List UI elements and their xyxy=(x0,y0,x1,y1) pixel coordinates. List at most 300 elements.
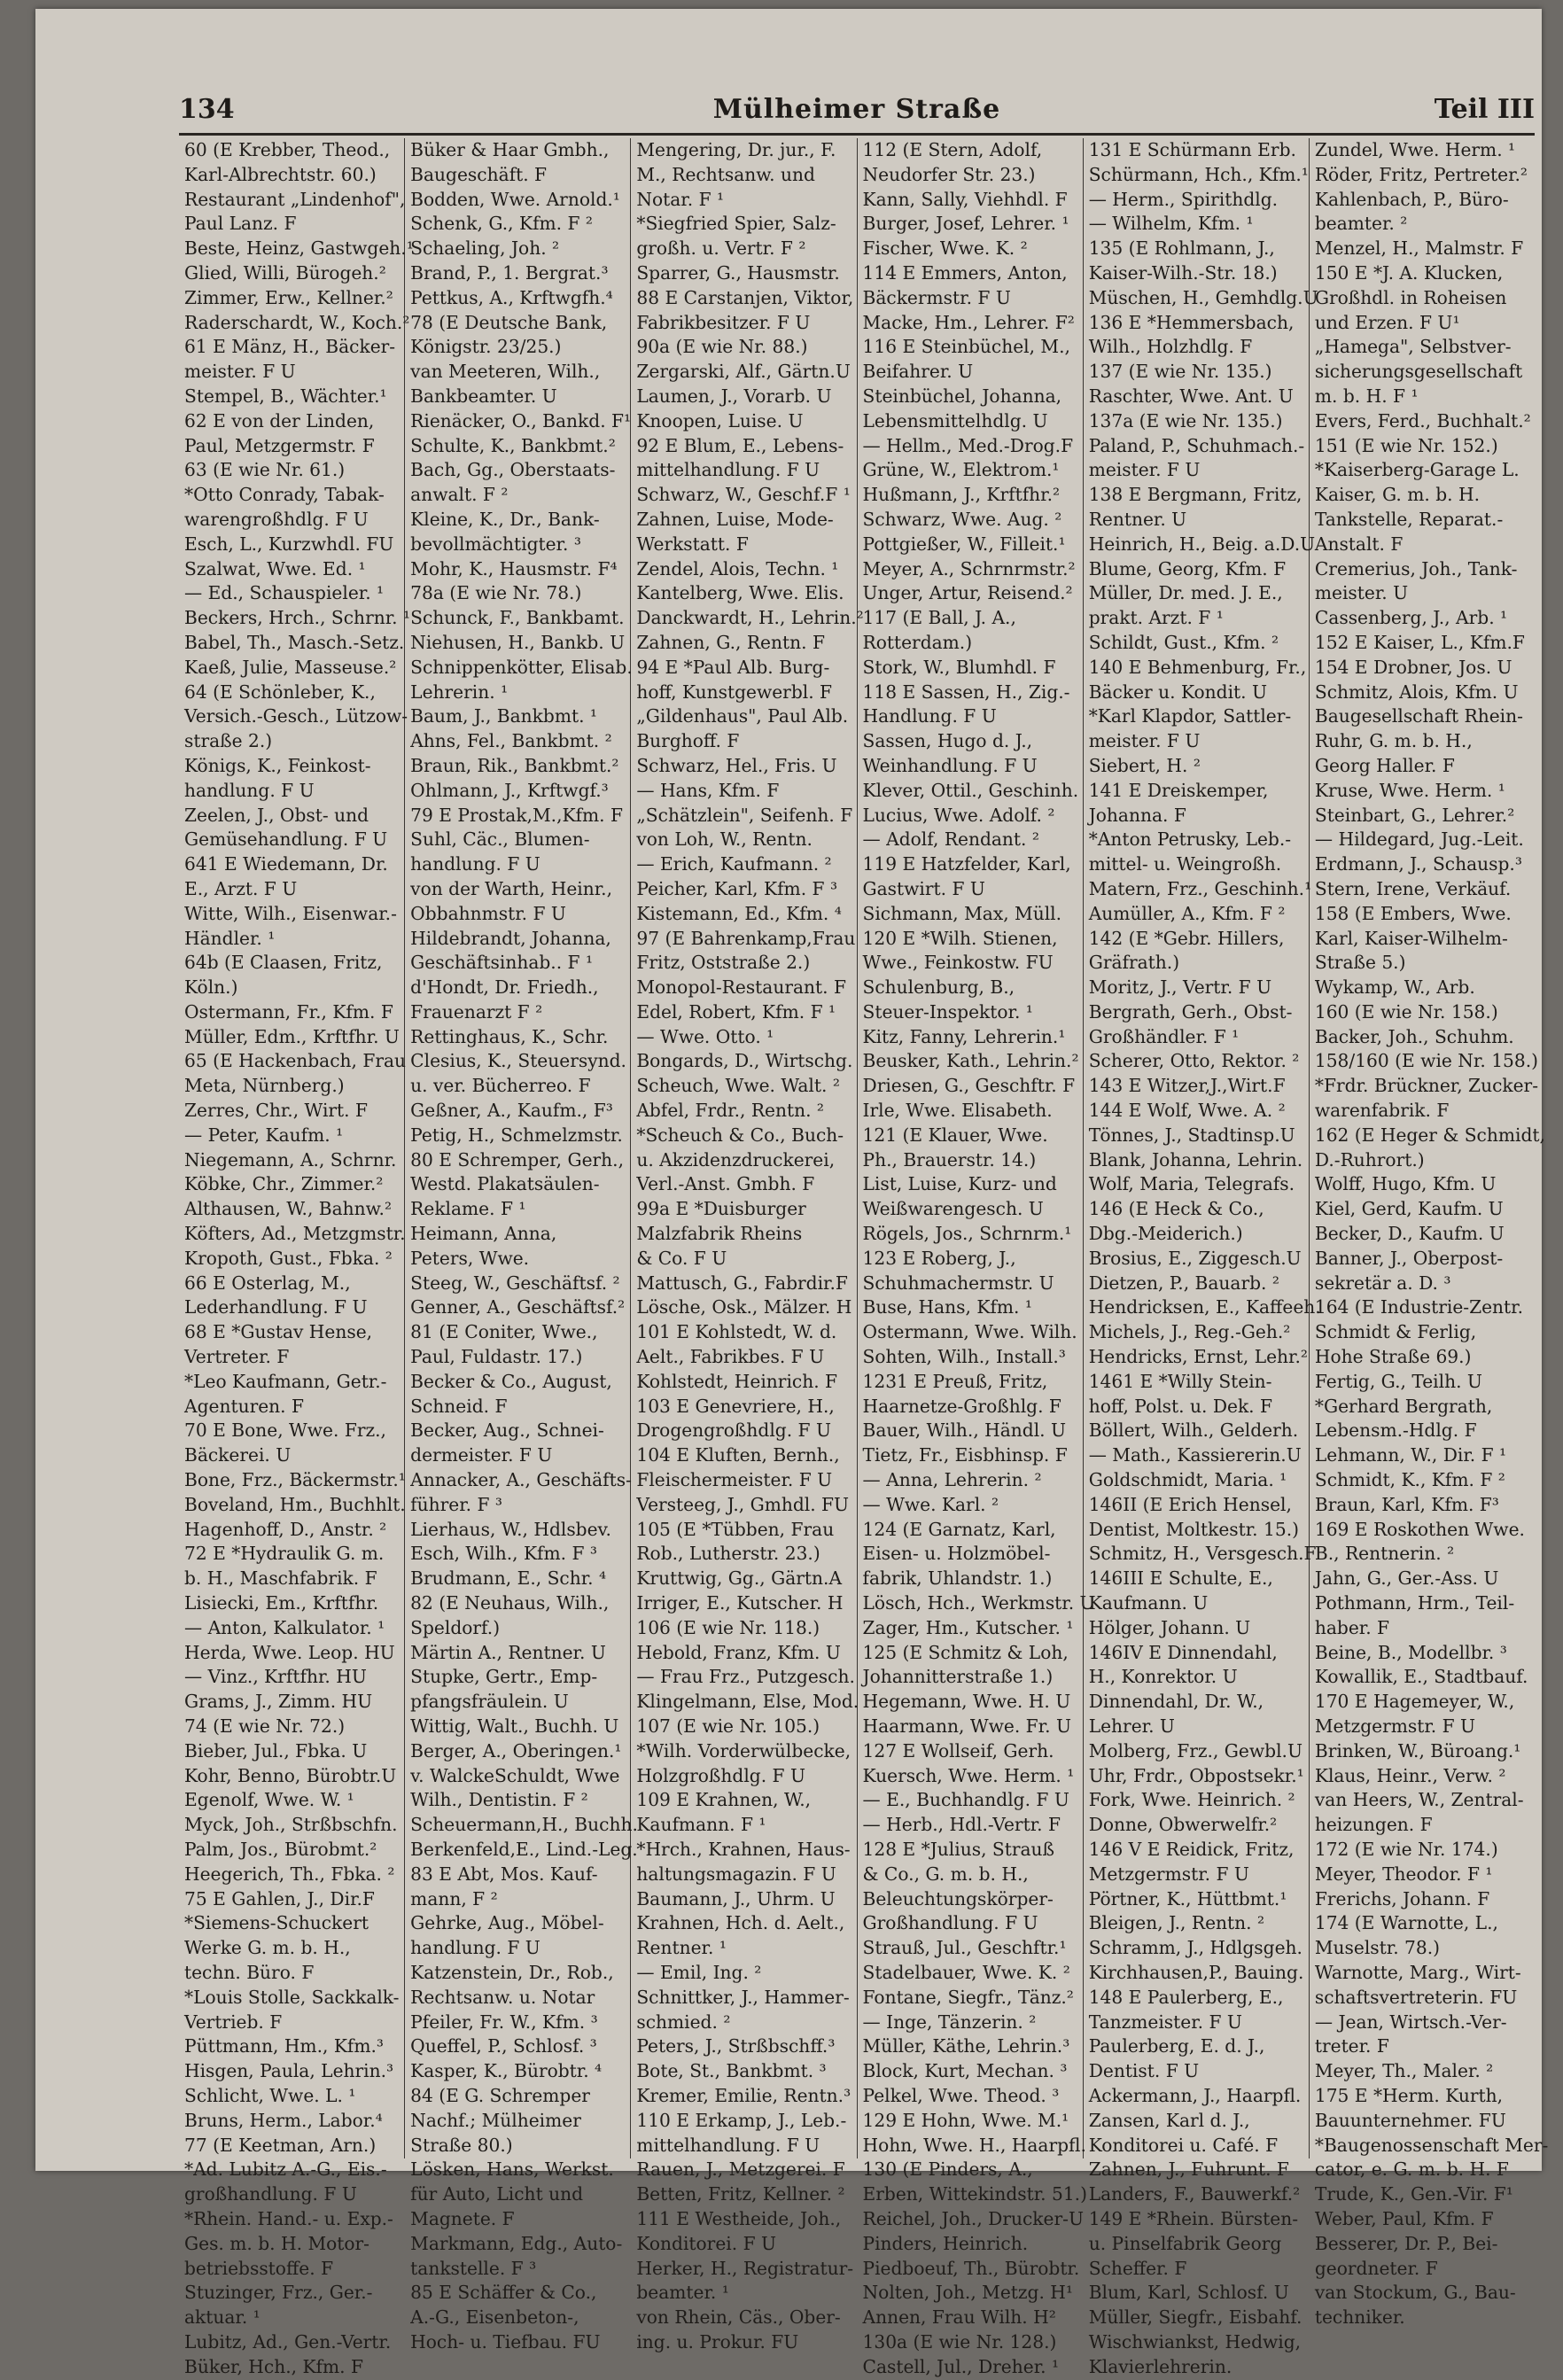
directory-entry: 152 E Kaiser, L., Kfm.F xyxy=(1314,631,1525,653)
directory-entry: Drogengroßhdlg. F U xyxy=(636,1419,831,1442)
directory-entry: Beifahrer. U xyxy=(862,361,974,383)
directory-entry: anwalt. F ² xyxy=(410,484,509,506)
directory-entry: — Hellm., Med.-Drog.F xyxy=(862,434,1074,456)
directory-entry: Krahnen, Hch. d. Aelt., xyxy=(636,1912,845,1934)
directory-entry: Danckwardt, H., Lehrin.² xyxy=(636,607,864,629)
directory-entry: Wwe., Feinkostw. FU xyxy=(862,952,1054,974)
directory-entry: Clesius, K., Steuersynd. xyxy=(410,1050,626,1072)
directory-entry: Notar. F ¹ xyxy=(636,188,725,210)
directory-entry: Zahnen, J., Fuhrunt. F xyxy=(1088,2158,1289,2181)
directory-entry: 103 E Genevriere, H., xyxy=(636,1395,835,1417)
directory-entry: 146 V E Reidick, Fritz, xyxy=(1088,1838,1295,1860)
directory-entry: Schwarz, Wwe. Aug. ² xyxy=(862,508,1062,530)
directory-entry: Märtin A., Rentner. U xyxy=(410,1641,606,1663)
directory-entry: — Anna, Lehrerin. ² xyxy=(862,1469,1042,1491)
directory-entry: sicherungsgesellschaft xyxy=(1314,361,1523,383)
directory-entry: H., Konrektor. U xyxy=(1088,1666,1238,1688)
directory-entry: Schnippenkötter, Elisab. xyxy=(410,656,633,678)
directory-entry: haltungsmagazin. F U xyxy=(636,1863,836,1885)
directory-entry: Fritz, Oststraße 2.) xyxy=(636,952,811,974)
directory-entry: Pothmann, Hrm., Teil- xyxy=(1314,1592,1515,1614)
directory-entry: Bodden, Wwe. Arnold.¹ xyxy=(410,188,620,210)
directory-entry: Wischwiankst, Hedwig, xyxy=(1088,2330,1302,2353)
directory-entry: 64 (E Schönleber, K., xyxy=(184,681,376,703)
directory-entry: Ruhr, G. m. b. H., xyxy=(1314,730,1473,752)
directory-entry: für Auto, Licht und xyxy=(410,2183,584,2205)
directory-entry: Schmitz, H., Versgesch.F xyxy=(1088,1543,1317,1565)
directory-entry: *Otto Conrady, Tabak- xyxy=(184,484,385,506)
directory-entry: Kaufmann. F ¹ xyxy=(636,1814,766,1836)
directory-entry: Markmann, Edg., Auto- xyxy=(410,2232,623,2254)
directory-entry: Menzel, H., Malmstr. F xyxy=(1314,237,1524,260)
directory-entry: Rienäcker, O., Bankd. F¹ xyxy=(410,409,632,432)
directory-entry: Kowallik, E., Stadtbauf. xyxy=(1314,1666,1528,1688)
directory-entry: Johannitterstraße 1.) xyxy=(862,1666,1054,1688)
directory-entry: Ahns, Fel., Bankbmt. ² xyxy=(410,730,612,752)
directory-entry: Köln.) xyxy=(184,976,238,999)
directory-entry: Schunck, F., Bankbamt. xyxy=(410,607,625,629)
directory-entry: 146III E Schulte, E., xyxy=(1088,1567,1273,1590)
directory-entry: 107 (E wie Nr. 105.) xyxy=(636,1715,820,1737)
directory-entry: Pettkus, A., Krftwgfh.⁴ xyxy=(410,286,613,308)
directory-entry: Baugesellschaft Rhein- xyxy=(1314,705,1523,727)
directory-entry: Pottgießer, W., Filleit.¹ xyxy=(862,533,1066,555)
directory-column xyxy=(1084,138,1321,2377)
directory-entry: Warnotte, Marg., Wirt- xyxy=(1314,1961,1521,1983)
directory-entry: Blume, Georg, Kfm. F xyxy=(1088,557,1287,579)
directory-entry: von Loh, W., Rentn. xyxy=(636,828,813,851)
directory-entry: Kaeß, Julie, Masseuse.² xyxy=(184,656,397,678)
directory-entry: Herda, Wwe. Leop. HU xyxy=(184,1641,395,1663)
directory-entry: Ackermann, J., Haarpfl. xyxy=(1088,2084,1302,2106)
directory-entry: Verl.-Anst. Gmbh. F xyxy=(636,1173,815,1195)
directory-entry: 114 E Emmers, Anton, xyxy=(862,261,1068,284)
directory-entry: Schenk, G., Kfm. F ² xyxy=(410,213,594,235)
directory-entry: Haarnetze-Großhlg. F xyxy=(862,1395,1061,1417)
directory-entry: Pfeiler, Fr. W., Kfm. ³ xyxy=(410,2011,598,2033)
directory-entry: 131 E Schürmann Erb. xyxy=(1088,139,1296,160)
directory-entry: *Louis Stolle, Sackkalk- xyxy=(184,1986,400,2008)
directory-entry: 81 (E Coniter, Wwe., xyxy=(410,1321,598,1343)
directory-entry: Blank, Johanna, Lehrin. xyxy=(1088,1148,1303,1171)
directory-entry: Paul Lanz. F xyxy=(184,213,297,235)
directory-entry: Zendel, Alois, Techn. ¹ xyxy=(636,557,839,579)
directory-entry: Büker & Haar Gmbh., xyxy=(410,139,610,160)
directory-entry: sekretär a. D. ³ xyxy=(1314,1272,1451,1294)
directory-entry: Fischer, Wwe. K. ² xyxy=(862,237,1028,260)
directory-entry: dermeister. F U xyxy=(410,1444,553,1466)
directory-entry: 82 (E Neuhaus, Wilh., xyxy=(410,1592,610,1614)
directory-entry: Grams, J., Zimm. HU xyxy=(184,1691,373,1713)
directory-entry: Köbke, Chr., Zimmer.² xyxy=(184,1173,384,1195)
directory-entry: Cremerius, Joh., Tank- xyxy=(1314,557,1518,579)
directory-entry: Lierhaus, W., Hdlsbev. xyxy=(410,1518,611,1540)
directory-entry: Scheuermann,H., Buchh. xyxy=(410,1814,638,1836)
directory-entry: Schulenburg, B., xyxy=(862,976,1015,999)
directory-entry: Schwarz, W., Geschf.F ¹ xyxy=(636,484,851,506)
directory-entry: Erben, Wittekindstr. 51.) xyxy=(862,2183,1087,2205)
directory-entry: warengroßhdlg. F U xyxy=(184,508,369,530)
directory-entry: Moritz, J., Vertr. F U xyxy=(1088,976,1272,999)
directory-entry: *Karl Klapdor, Sattler- xyxy=(1088,705,1292,727)
directory-entry: Tietz, Fr., Eisbhinsp. F xyxy=(862,1444,1068,1466)
directory-entry: Heimann, Anna, xyxy=(410,1223,557,1245)
directory-entry: mittelhandlung. F U xyxy=(636,2134,820,2156)
directory-entry: Sassen, Hugo d. J., xyxy=(862,730,1033,752)
directory-entry: 129 E Hohn, Wwe. M.¹ xyxy=(862,2109,1069,2131)
directory-entry: bevollmächtigter. ³ xyxy=(410,533,581,555)
directory-entry: 92 E Blum, E., Lebens- xyxy=(636,434,844,456)
directory-entry: Sparrer, G., Hausmstr. xyxy=(636,261,840,284)
directory-entry: Hegemann, Wwe. H. U xyxy=(862,1691,1071,1713)
directory-entry: Fertig, G., Teilh. U xyxy=(1314,1370,1482,1392)
directory-entry: aktuar. ¹ xyxy=(184,2306,260,2329)
directory-entry: Röder, Fritz, Pertreter.² xyxy=(1314,163,1528,185)
directory-entry: Uhr, Frdr., Obpostsekr.¹ xyxy=(1088,1764,1304,1786)
directory-entry: Betten, Fritz, Kellner. ² xyxy=(636,2183,845,2205)
directory-entry: Kantelberg, Wwe. Elis. xyxy=(636,582,844,604)
directory-entry: Nachf.; Mülheimer xyxy=(410,2109,581,2131)
directory-entry: Brudmann, E., Schr. ⁴ xyxy=(410,1567,607,1590)
directory-entry: Konditorei u. Café. F xyxy=(1088,2134,1279,2156)
directory-entry: Steinbart, G., Lehrer.² xyxy=(1314,804,1515,826)
directory-entry: Brand, P., 1. Bergrat.³ xyxy=(410,261,609,284)
directory-entry: Steinbüchel, Johanna, xyxy=(862,385,1062,407)
directory-entry: — Ed., Schauspieler. ¹ xyxy=(184,582,385,604)
directory-entry: Zager, Hm., Kutscher. ¹ xyxy=(862,1616,1074,1638)
directory-entry: Irriger, E., Kutscher. H xyxy=(636,1592,844,1614)
directory-entry: Hohn, Wwe. H., Haarpfl. xyxy=(862,2134,1086,2156)
directory-entry: führer. F ³ xyxy=(410,1493,503,1515)
directory-entry: und Erzen. F U¹ xyxy=(1314,311,1460,333)
directory-entry: Versteeg, J., Gmhdl. FU xyxy=(636,1493,850,1515)
directory-entry: 61 E Mänz, H., Bäcker- xyxy=(184,336,396,358)
directory-entry: Stern, Irene, Verkäuf. xyxy=(1314,877,1512,899)
directory-entry: 135 (E Rohlmann, J., xyxy=(1088,237,1275,260)
directory-entry: Bankbeamter. U xyxy=(410,385,557,407)
directory-entry: handlung. F U xyxy=(410,853,540,875)
directory-entry: Holzgroßhdlg. F U xyxy=(636,1764,805,1786)
directory-entry: meister. F U xyxy=(1088,459,1201,481)
directory-entry: Boveland, Hm., Buchhlt. xyxy=(184,1493,406,1515)
directory-entry: Herker, H., Registratur- xyxy=(636,2257,854,2279)
directory-entry: Bäcker u. Kondit. U xyxy=(1088,681,1267,703)
directory-entry: Beleuchtungskörper- xyxy=(862,1887,1054,1909)
directory-entry: haber. F xyxy=(1314,1616,1390,1638)
directory-entry: Queffel, P., Schlosf. ³ xyxy=(410,2035,597,2057)
directory-entry: Frauenarzt F ² xyxy=(410,1000,543,1023)
directory-entry: Banner, J., Oberpost- xyxy=(1314,1247,1504,1269)
directory-entry: Edel, Robert, Kfm. F ¹ xyxy=(636,1000,836,1023)
directory-entry: Metzgermstr. F U xyxy=(1088,1863,1249,1885)
directory-entry: treter. F xyxy=(1314,2035,1389,2057)
directory-entry: Anstalt. F xyxy=(1314,533,1404,555)
directory-entry: Baumann, J., Uhrm. U xyxy=(636,1887,836,1909)
directory-entry: Bieber, Jul., Fbka. U xyxy=(184,1739,368,1762)
directory-entry: 63 (E wie Nr. 61.) xyxy=(184,459,346,481)
directory-entry: m. b. H. F ¹ xyxy=(1314,385,1419,407)
directory-entry: Scheuch, Wwe. Walt. ² xyxy=(636,1075,840,1097)
directory-entry: Werkstatt. F xyxy=(636,533,749,555)
directory-entry: 116 E Steinbüchel, M., xyxy=(862,336,1070,358)
directory-entry: Versich.-Gesch., Lützow- xyxy=(184,705,408,727)
directory-entry: Niehusen, H., Bankb. U xyxy=(410,631,626,653)
directory-entry: mann, F ² xyxy=(410,1887,498,1909)
directory-entry: 130a (E wie Nr. 128.) xyxy=(862,2330,1057,2353)
directory-entry: Rob., Lutherstr. 23.) xyxy=(636,1543,820,1565)
directory-entry: Handlung. F U xyxy=(862,705,997,727)
directory-entry: 140 E Behmenburg, Fr., xyxy=(1088,656,1307,678)
directory-entry: 151 (E wie Nr. 152.) xyxy=(1314,434,1498,456)
directory-entry: Zeelen, J., Obst- und xyxy=(184,804,369,826)
directory-entry: 149 E *Rhein. Bürsten- xyxy=(1088,2207,1299,2229)
directory-entry: Schmitz, Alois, Kfm. U xyxy=(1314,681,1519,703)
directory-entry: Wilh., Holzhdlg. F xyxy=(1088,336,1253,358)
directory-entry: *Hrch., Krahnen, Haus- xyxy=(636,1838,851,1860)
directory-entry: Kirchhausen,P., Bauing. xyxy=(1088,1961,1304,1983)
directory-entry: Weißwarengesch. U xyxy=(862,1198,1044,1220)
directory-entry: Donne, Obwerwelfr.² xyxy=(1088,1814,1278,1836)
directory-entry: Zansen, Karl d. J., xyxy=(1088,2109,1250,2131)
directory-entry: 74 (E wie Nr. 72.) xyxy=(184,1715,346,1737)
directory-entry: Baum, J., Bankbmt. ¹ xyxy=(410,705,598,727)
directory-entry: 101 E Kohlstedt, W. d. xyxy=(636,1321,837,1343)
directory-entry: Reichel, Joh., Drucker-U xyxy=(862,2207,1084,2229)
directory-entry: 146 (E Heck & Co., xyxy=(1088,1198,1264,1220)
directory-entry: großhandlung. F U xyxy=(184,2183,357,2205)
directory-entry: Schnittker, J., Hammer- xyxy=(636,1986,850,2008)
directory-entry: Schneid. F xyxy=(410,1395,508,1417)
directory-entry: Paland, P., Schuhmach.- xyxy=(1088,434,1305,456)
directory-entry: ing. u. Prokur. FU xyxy=(636,2330,799,2353)
directory-entry: Reklame. F ¹ xyxy=(410,1198,526,1220)
directory-entry: Agenturen. F xyxy=(184,1395,305,1417)
directory-entry: Hölger, Johann. U xyxy=(1088,1616,1251,1638)
directory-entry: Knoopen, Luise. U xyxy=(636,409,804,432)
directory-entry: Muselstr. 78.) xyxy=(1314,1937,1441,1959)
directory-entry: warenfabrik. F xyxy=(1314,1100,1450,1122)
directory-entry: Beste, Heinz, Gastwgeh.¹ xyxy=(184,237,414,260)
directory-entry: — Hans, Kfm. F xyxy=(636,779,780,801)
directory-entry: Kasper, K., Bürobtr. ⁴ xyxy=(410,2060,603,2082)
directory-entry: Müller, Käthe, Lehrin.³ xyxy=(862,2035,1070,2057)
directory-entry: Wykamp, W., Arb. xyxy=(1314,976,1475,999)
directory-entry: *Ad. Lubitz A.-G., Eis.- xyxy=(184,2158,387,2181)
directory-entry: Hisgen, Paula, Lehrin.³ xyxy=(184,2060,394,2082)
directory-entry: Peicher, Karl, Kfm. F ³ xyxy=(636,877,838,899)
directory-entry: — Inge, Tänzerin. ² xyxy=(862,2011,1037,2033)
directory-entry: 68 E *Gustav Hense, xyxy=(184,1321,373,1343)
directory-entry: Geßner, A., Kaufm., F³ xyxy=(410,1100,613,1122)
directory-entry: Restaurant „Lindenhof", xyxy=(184,188,406,210)
directory-entry: A.-G., Eisenbeton-, xyxy=(410,2306,579,2329)
directory-entry: Klever, Ottil., Geschinh. xyxy=(862,779,1079,801)
directory-entry: Rentner. U xyxy=(1088,508,1187,530)
directory-entry: Müller, Dr. med. J. E., xyxy=(1088,582,1283,604)
directory-entry: — Wilhelm, Kfm. ¹ xyxy=(1088,213,1254,235)
directory-entry: Königs, K., Feinkost- xyxy=(184,754,371,776)
directory-entry: Bauer, Wilh., Händl. U xyxy=(862,1419,1067,1442)
directory-entry: Magnete. F xyxy=(410,2207,515,2229)
directory-entry: Becker, D., Kaufm. U xyxy=(1314,1223,1505,1245)
directory-entry: M., Rechtsanw. und xyxy=(636,163,815,185)
directory-entry: 172 (E wie Nr. 174.) xyxy=(1314,1838,1498,1860)
directory-entry: Wolf, Maria, Telegrafs. xyxy=(1088,1173,1295,1195)
directory-entry: 160 (E wie Nr. 158.) xyxy=(1314,1000,1498,1023)
directory-entry: Unger, Artur, Reisend.² xyxy=(862,582,1073,604)
directory-entry: Straße 5.) xyxy=(1314,952,1406,974)
directory-entry: Burger, Josef, Lehrer. ¹ xyxy=(862,213,1069,235)
directory-entry: 75 E Gahlen, J., Dir.F xyxy=(184,1887,375,1909)
directory-entry: Berger, A., Oberingen.¹ xyxy=(410,1739,622,1762)
directory-entry: Tankstelle, Reparat.- xyxy=(1314,508,1504,530)
directory-entry: Werke G. m. b. H., xyxy=(184,1937,351,1959)
directory-entry: — Jean, Wirtsch.-Ver- xyxy=(1314,2011,1507,2033)
directory-entry: Kropoth, Gust., Fbka. ² xyxy=(184,1247,393,1269)
directory-entry: Beine, B., Modellbr. ³ xyxy=(1314,1641,1507,1663)
directory-entry: Babel, Th., Masch.-Setz. xyxy=(184,631,405,653)
directory-entry: 121 (E Klauer, Wwe. xyxy=(862,1124,1048,1146)
directory-entry: b. H., Maschfabrik. F xyxy=(184,1567,377,1590)
directory-entry: 65 (E Hackenbach, Frau xyxy=(184,1050,407,1072)
directory-entry: Steeg, W., Geschäftsf. ² xyxy=(410,1272,620,1294)
directory-entry: Braun, Karl, Kfm. F³ xyxy=(1314,1493,1499,1515)
directory-entry: 94 E *Paul Alb. Burg- xyxy=(636,656,830,678)
directory-entry: Steuer-Inspektor. ¹ xyxy=(862,1000,1033,1023)
directory-entry: Vertrieb. F xyxy=(184,2011,283,2033)
directory-entry: Fontane, Siegfr., Tänz.² xyxy=(862,1986,1074,2008)
directory-entry: Lehmann, W., Dir. F ¹ xyxy=(1314,1444,1507,1466)
directory-entry: Sohten, Wilh., Install.³ xyxy=(862,1346,1066,1368)
directory-entry: meister. F U xyxy=(184,361,296,383)
directory-entry: Bergrath, Gerh., Obst- xyxy=(1088,1000,1293,1023)
directory-entry: straße 2.) xyxy=(184,730,273,752)
directory-entry: Kiel, Gerd, Kaufm. U xyxy=(1314,1198,1504,1220)
directory-entry: — Hildegard, Jug.-Leit. xyxy=(1314,828,1524,851)
directory-entry: Kleine, K., Dr., Bank- xyxy=(410,508,600,530)
directory-entry: Pinders, Heinrich. xyxy=(862,2232,1029,2254)
directory-entry: Dietzen, P., Bauarb. ² xyxy=(1088,1272,1279,1294)
directory-entry: Dentist, Moltkestr. 15.) xyxy=(1088,1518,1299,1540)
directory-entry: Grüne, W., Elektrom.¹ xyxy=(862,459,1060,481)
directory-entry: 79 E Prostak,M.,Kfm. F xyxy=(410,804,624,826)
directory-entry: 137 (E wie Nr. 135.) xyxy=(1088,361,1272,383)
directory-entry: Becker & Co., August, xyxy=(410,1370,612,1392)
directory-entry: handlung. F U xyxy=(184,779,315,801)
directory-entry: Scheffer. F xyxy=(1088,2257,1187,2279)
directory-entry: mittel- u. Weingroßh. xyxy=(1088,853,1282,875)
directory-entry: Pelkel, Wwe. Theod. ³ xyxy=(862,2084,1060,2106)
directory-entry: Dbg.-Meiderich.) xyxy=(1088,1223,1243,1245)
directory-entry: Klingelmann, Else, Mod. xyxy=(636,1691,859,1713)
directory-entry: Schlicht, Wwe. L. ¹ xyxy=(184,2084,356,2106)
directory-entry: Trude, K., Gen.-Vir. F¹ xyxy=(1314,2183,1513,2205)
directory-entry: Zerres, Chr., Wirt. F xyxy=(184,1100,368,1122)
directory-entry: *Baugenossenschaft Mer- xyxy=(1314,2134,1549,2156)
directory-entry: d'Hondt, Dr. Friedh., xyxy=(410,976,599,999)
directory-entry: Rotterdam.) xyxy=(862,631,973,653)
header-rule xyxy=(179,133,1535,136)
directory-entry: *Rhein. Hand.- u. Exp.- xyxy=(184,2207,393,2229)
directory-entry: 175 E *Herm. Kurth, xyxy=(1314,2084,1504,2106)
directory-entry: Schmidt & Ferlig, xyxy=(1314,1321,1477,1343)
directory-entry: Berkenfeld,E., Lind.-Leg. xyxy=(410,1838,638,1860)
directory-entry: Kruse, Wwe. Herm. ¹ xyxy=(1314,779,1505,801)
directory-entry: Lubitz, Ad., Gen.-Vertr. xyxy=(184,2330,392,2353)
directory-entry: Irle, Wwe. Elisabeth. xyxy=(862,1100,1053,1122)
directory-entry: Ostermann, Fr., Kfm. F xyxy=(184,1000,393,1023)
directory-entry: Karl-Albrechtstr. 60.) xyxy=(184,163,377,185)
directory-entry: Püttmann, Hm., Kfm.³ xyxy=(184,2035,385,2057)
directory-entry: Köfters, Ad., Metzgmstr. xyxy=(184,1223,406,1245)
directory-entry: 136 E *Hemmersbach, xyxy=(1088,311,1295,333)
directory-entry: — Wwe. Otto. ¹ xyxy=(636,1025,774,1047)
directory-entry: Rögels, Jos., Schrnrm.¹ xyxy=(862,1223,1072,1245)
directory-entry: beamter. ² xyxy=(1314,213,1408,235)
directory-entry: 77 (E Keetman, Arn.) xyxy=(184,2134,377,2156)
directory-entry: Wolff, Hugo, Kfm. U xyxy=(1314,1173,1497,1195)
directory-entry: 1231 E Preuß, Fritz, xyxy=(862,1370,1048,1392)
directory-entry: Tönnes, J., Stadtinsp.U xyxy=(1088,1124,1295,1146)
directory-entry: Beckers, Hrch., Schrnr. ¹ xyxy=(184,607,411,629)
directory-entry: Petig, H., Schmelzmstr. xyxy=(410,1124,623,1146)
page-number: 134 xyxy=(179,94,235,125)
directory-entry: Bruns, Herm., Labor.⁴ xyxy=(184,2109,383,2131)
directory-entry: Lösch, Hch., Werkmstr. U xyxy=(862,1592,1095,1614)
directory-entry: Myck, Joh., Strßbschfn. xyxy=(184,1814,398,1836)
directory-entry: 146II (E Erich Hensel, xyxy=(1088,1493,1292,1515)
directory-entry: 174 (E Warnotte, L., xyxy=(1314,1912,1498,1934)
directory-entry: tankstelle. F ³ xyxy=(410,2257,537,2279)
directory-entry: Königstr. 23/25.) xyxy=(410,336,562,358)
directory-entry: 150 E *J. A. Klucken, xyxy=(1314,261,1504,284)
directory-entry: Piedboeuf, Th., Bürobtr. xyxy=(862,2257,1080,2279)
directory-entry: hoff, Polst. u. Dek. F xyxy=(1088,1395,1273,1417)
directory-entry: Kann, Sally, Viehhdl. F xyxy=(862,188,1068,210)
directory-entry: Kaufmann. U xyxy=(1088,1592,1209,1614)
directory-entry: Weber, Paul, Kfm. F xyxy=(1314,2207,1494,2229)
directory-entry: 112 (E Stern, Adolf, xyxy=(862,139,1043,160)
directory-entry: *Wilh. Vorderwülbecke, xyxy=(636,1739,851,1762)
directory-entry: Lebensmittelhdlg. U xyxy=(862,409,1048,432)
directory-entry: *Frdr. Brückner, Zucker- xyxy=(1314,1075,1539,1097)
directory-entry: 143 E Witzer,J.,Wirt.F xyxy=(1088,1075,1286,1097)
directory-entry: heizungen. F xyxy=(1314,1814,1433,1836)
directory-entry: techn. Büro. F xyxy=(184,1961,315,1983)
directory-entry: Wittig, Walt., Buchh. U xyxy=(410,1715,619,1737)
directory-entry: Stupke, Gertr., Emp- xyxy=(410,1666,598,1688)
directory-entry: 118 E Sassen, H., Zig.- xyxy=(862,681,1070,703)
directory-entry: Heegerich, Th., Fbka. ² xyxy=(184,1863,395,1885)
directory-entry: Annacker, A., Geschäfts- xyxy=(410,1469,632,1491)
directory-entry: Esch, Wilh., Kfm. F ³ xyxy=(410,1543,598,1565)
directory-entry: Frerichs, Johann. F xyxy=(1314,1887,1490,1909)
directory-entry: schaftsvertreterin. FU xyxy=(1314,1986,1518,2008)
directory-entry: 80 E Schremper, Gerh., xyxy=(410,1148,625,1171)
directory-entry: Nolten, Joh., Metzg. H¹ xyxy=(862,2282,1074,2304)
directory-entry: 64b (E Claasen, Fritz, xyxy=(184,952,383,974)
directory-entry: 148 E Paulerberg, E., xyxy=(1088,1986,1284,2008)
directory-entry: & Co. F U xyxy=(636,1247,727,1269)
directory-entry: Erdmann, J., Schausp.³ xyxy=(1314,853,1522,875)
directory-entry: Szalwat, Wwe. Ed. ¹ xyxy=(184,557,366,579)
directory-entry: Lehrer. U xyxy=(1088,1715,1175,1737)
directory-entry: 162 (E Heger & Schmidt, xyxy=(1314,1124,1545,1146)
directory-entry: Brosius, E., Ziggesch.U xyxy=(1088,1247,1302,1269)
directory-entry: techniker. xyxy=(1314,2306,1405,2329)
directory-entry: 130 (E Pinders, A., xyxy=(862,2158,1033,2181)
directory-entry: Großhdl. in Roheisen xyxy=(1314,286,1507,308)
